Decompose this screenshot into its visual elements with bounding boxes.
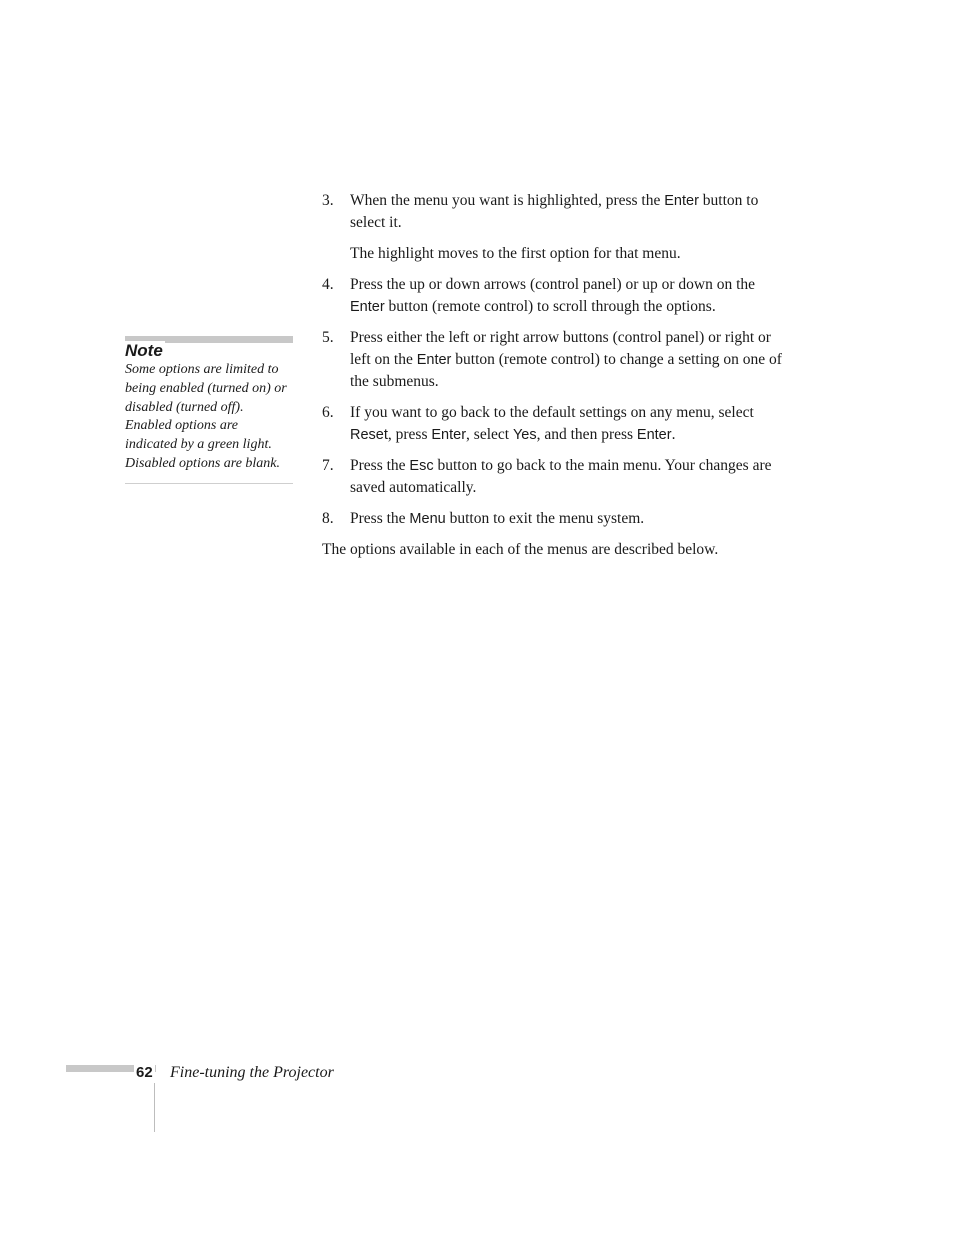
step-text-run: button to select it. bbox=[350, 192, 759, 231]
step-text-run: button (remote control) to change a setting on one of the submenus. bbox=[350, 351, 782, 390]
button-name-enter: Enter bbox=[416, 352, 452, 368]
note-sidebar bbox=[125, 336, 293, 484]
note-divider bbox=[125, 483, 293, 484]
step-text-run: . bbox=[671, 426, 676, 443]
step-number: 5. bbox=[322, 329, 334, 346]
step-number: 6. bbox=[322, 404, 334, 421]
button-name-yes: Yes bbox=[512, 427, 537, 443]
step-number: 7. bbox=[322, 457, 334, 474]
step-number: 3. bbox=[322, 192, 334, 209]
step-text bbox=[350, 192, 758, 231]
step-text-run: button to go back to the main menu. Your changes are saved automatically. bbox=[350, 457, 772, 496]
page-number: 62 bbox=[136, 1064, 153, 1081]
step-text-run: Press the bbox=[350, 457, 410, 474]
running-footer-title: Fine-tuning the Projector bbox=[170, 1064, 334, 1081]
step-text-run: If you want to go back to the default settings on any menu, select bbox=[350, 404, 754, 421]
main-content bbox=[322, 190, 786, 561]
step-item bbox=[322, 327, 786, 393]
step-text bbox=[350, 510, 644, 527]
step-text-run: Press either the left or right arrow buttons (control panel) or right or left on the bbox=[350, 329, 771, 368]
button-name-menu: Menu bbox=[409, 511, 446, 527]
closing-paragraph: The options available in each of the menus are described below. bbox=[322, 541, 719, 558]
step-text-run: Press the bbox=[350, 510, 410, 527]
step-text-run: When the menu you want is highlighted, press the bbox=[350, 192, 665, 209]
step-item bbox=[322, 455, 786, 499]
step-text bbox=[350, 457, 772, 496]
button-name-enter: Enter bbox=[350, 299, 385, 315]
step-text-run: Press the up or down arrows (control panel) or up or down on the bbox=[350, 276, 756, 293]
step-text bbox=[350, 404, 754, 443]
step-text-run: , select bbox=[466, 426, 513, 443]
button-name-enter: Enter bbox=[431, 427, 467, 443]
note-text: Some options are limited to being enabled (turned on) or disabled (turned off). Enabled options are indicated by a green light. Disabled options are blank. bbox=[125, 362, 287, 471]
step-number: 4. bbox=[322, 276, 334, 293]
note-title: Note bbox=[125, 341, 163, 360]
step-item bbox=[322, 190, 786, 234]
step-text-run: , and then press bbox=[536, 426, 637, 443]
step-item bbox=[322, 274, 786, 318]
button-name-reset: Reset bbox=[350, 427, 388, 443]
step-followup: The highlight moves to the first option for that menu. bbox=[350, 245, 681, 262]
button-name-enter: Enter bbox=[636, 427, 672, 443]
step-number: 8. bbox=[322, 510, 334, 527]
button-name-esc: Esc bbox=[409, 458, 434, 474]
step-text-run: button (remote control) to scroll through the options. bbox=[384, 298, 716, 315]
step-text-run: button to exit the menu system. bbox=[445, 510, 645, 527]
step-item bbox=[322, 402, 786, 446]
step-item bbox=[322, 508, 786, 530]
button-name-enter: Enter bbox=[664, 193, 699, 209]
step-text-run: , press bbox=[387, 426, 432, 443]
step-text bbox=[350, 276, 755, 315]
step-text bbox=[350, 329, 782, 390]
step-list bbox=[322, 190, 786, 530]
